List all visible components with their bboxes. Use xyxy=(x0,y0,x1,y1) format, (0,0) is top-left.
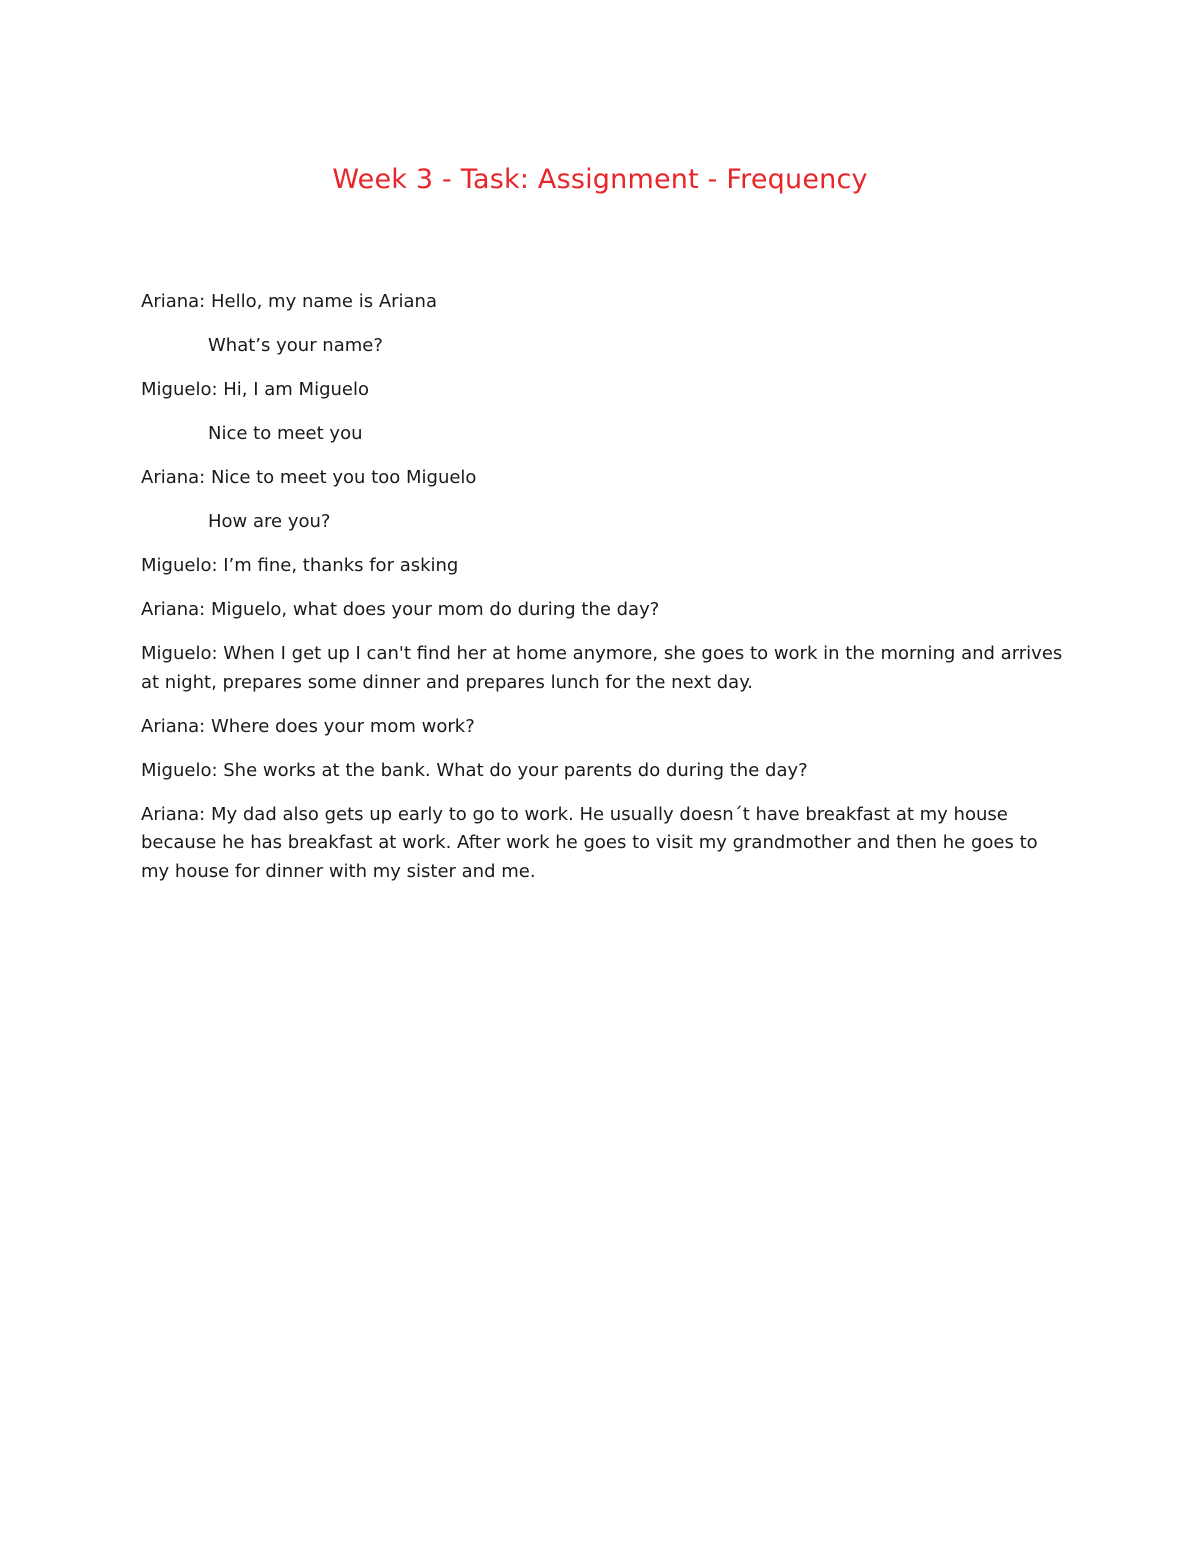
dialogue-line: Ariana: Miguelo, what does your mom do during the day? xyxy=(141,599,660,620)
page-title: Week 3 - Task: Assignment - Frequency xyxy=(332,164,868,195)
dialogue-body xyxy=(141,288,1071,902)
dialogue-line: Miguelo: She works at the bank. What do your parents do during the day? xyxy=(141,759,808,781)
dialogue-line: Ariana: Where does your mom work? xyxy=(141,715,475,737)
dialogue-line: Miguelo: When I get up I can't find her at home anymore, she goes to work in the morning and arrives at night, prepares some dinner and prepares lunch for the next day. xyxy=(141,643,1063,693)
dialogue-line: Nice to meet you xyxy=(208,423,363,444)
dialogue-line: Ariana: Hello, my name is Ariana xyxy=(141,291,437,312)
dialogue-line: What’s your name? xyxy=(208,335,383,356)
dialogue-line: Miguelo: I’m fine, thanks for asking xyxy=(141,555,459,576)
dialogue-line: Miguelo: Hi, I am Miguelo xyxy=(141,379,369,400)
dialogue-line: How are you? xyxy=(208,511,331,532)
dialogue-line: Ariana: Nice to meet you too Miguelo xyxy=(141,467,477,488)
dialogue-line: Ariana: My dad also gets up early to go to work. He usually doesn´t have breakfast at my house because he has breakfast at work. After work he goes to visit my grandmother and then he goes to my house for dinner with my sister and me. xyxy=(141,803,1038,882)
